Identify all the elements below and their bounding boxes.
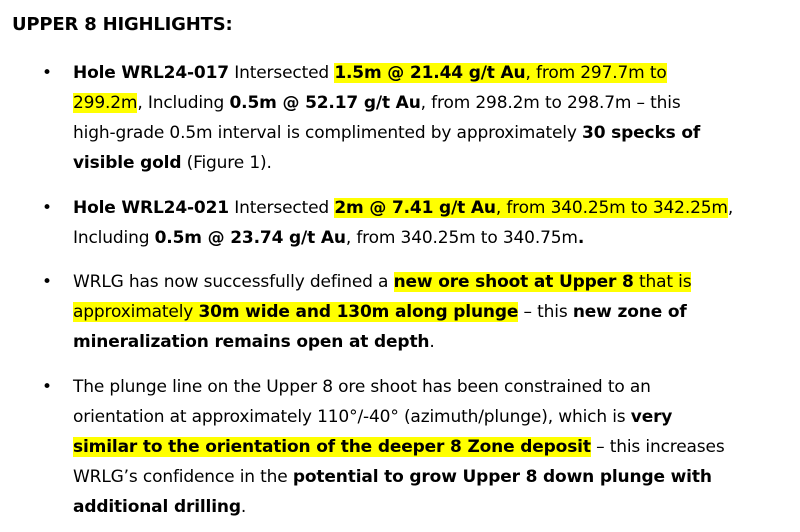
bold-text: Hole WRL24-021 bbox=[73, 198, 229, 218]
text-line bbox=[73, 462, 800, 492]
text-run: high-grade 0.5m interval is complimented by approximately bbox=[73, 123, 583, 143]
bold-text: mineralization remains open at depth bbox=[73, 332, 430, 352]
bold-text: potential to grow Upper 8 down plunge with bbox=[292, 467, 712, 487]
text-line bbox=[73, 372, 800, 402]
text-line bbox=[73, 267, 800, 297]
bold-text: 0.5m @ 23.74 g/t Au bbox=[154, 228, 346, 248]
text-run: The plunge line on the Upper 8 ore shoot has been constrained to an bbox=[73, 377, 651, 397]
highlighted-text: 299.2m bbox=[73, 93, 138, 113]
text-run: Intersected bbox=[228, 63, 335, 83]
highlighted-text: 1.5m @ 21.44 g/t Au bbox=[334, 63, 526, 83]
bold-text: 30 specks of bbox=[582, 123, 701, 143]
highlighted-text: new ore shoot at Upper 8 bbox=[393, 272, 634, 292]
text-line bbox=[73, 148, 800, 178]
text-line bbox=[73, 118, 800, 148]
bold-text: additional drilling bbox=[73, 497, 241, 517]
highlight-text bbox=[73, 58, 800, 178]
highlight-text bbox=[73, 372, 800, 522]
bold-text: new zone of bbox=[572, 302, 687, 322]
text-run: WRLG’s confidence in the bbox=[73, 467, 293, 487]
text-run: , from 298.2m to 298.7m – this bbox=[420, 93, 681, 113]
text-run: – this increases bbox=[590, 437, 725, 457]
text-run: (Figure 1). bbox=[181, 153, 272, 173]
text-run: WRLG has now successfully defined a bbox=[73, 272, 394, 292]
highlighted-text: 2m @ 7.41 g/t Au bbox=[334, 198, 496, 218]
text-run: . bbox=[240, 497, 247, 517]
text-run: , from 340.25m to 340.75m bbox=[345, 228, 578, 248]
text-run: – this bbox=[518, 302, 573, 322]
text-run: orientation at approximately 110°/-40° (azimuth/plunge), which is bbox=[73, 407, 631, 427]
bold-text: visible gold bbox=[73, 153, 182, 173]
bold-text: Hole WRL24-017 bbox=[73, 63, 229, 83]
highlighted-text: approximately bbox=[73, 302, 199, 322]
section-heading: UPPER 8 HIGHLIGHTS: bbox=[12, 14, 233, 35]
text-line bbox=[73, 297, 800, 327]
highlighted-text: , from 297.7m to bbox=[525, 63, 667, 83]
text-line bbox=[73, 88, 800, 118]
text-line bbox=[73, 193, 800, 223]
highlight-text bbox=[73, 267, 800, 357]
text-run: Intersected bbox=[228, 198, 335, 218]
highlighted-text: , from 340.25m to 342.25m bbox=[495, 198, 728, 218]
bullet-marker: • bbox=[42, 63, 53, 83]
highlighted-text: 30m wide and 130m along plunge bbox=[198, 302, 519, 322]
text-line bbox=[73, 432, 800, 462]
text-run: , bbox=[727, 198, 734, 218]
text-line bbox=[73, 223, 800, 253]
bold-text: 0.5m @ 52.17 g/t Au bbox=[229, 93, 421, 113]
bullet-marker: • bbox=[42, 198, 53, 218]
text-run: , Including bbox=[137, 93, 230, 113]
text-line bbox=[73, 492, 800, 522]
text-run: . bbox=[429, 332, 435, 352]
highlighted-text: similar to the orientation of the deeper 8 Zone deposit bbox=[73, 437, 591, 457]
text-line bbox=[73, 402, 800, 432]
highlight-text bbox=[73, 193, 800, 253]
bullet-marker: • bbox=[42, 272, 53, 292]
bold-text: . bbox=[577, 228, 585, 248]
bullet-marker: • bbox=[42, 377, 53, 397]
text-run: Including bbox=[73, 228, 155, 248]
text-line bbox=[73, 58, 800, 88]
bold-text: very bbox=[630, 407, 673, 427]
text-line bbox=[73, 327, 800, 357]
highlighted-text: that is bbox=[633, 272, 692, 292]
